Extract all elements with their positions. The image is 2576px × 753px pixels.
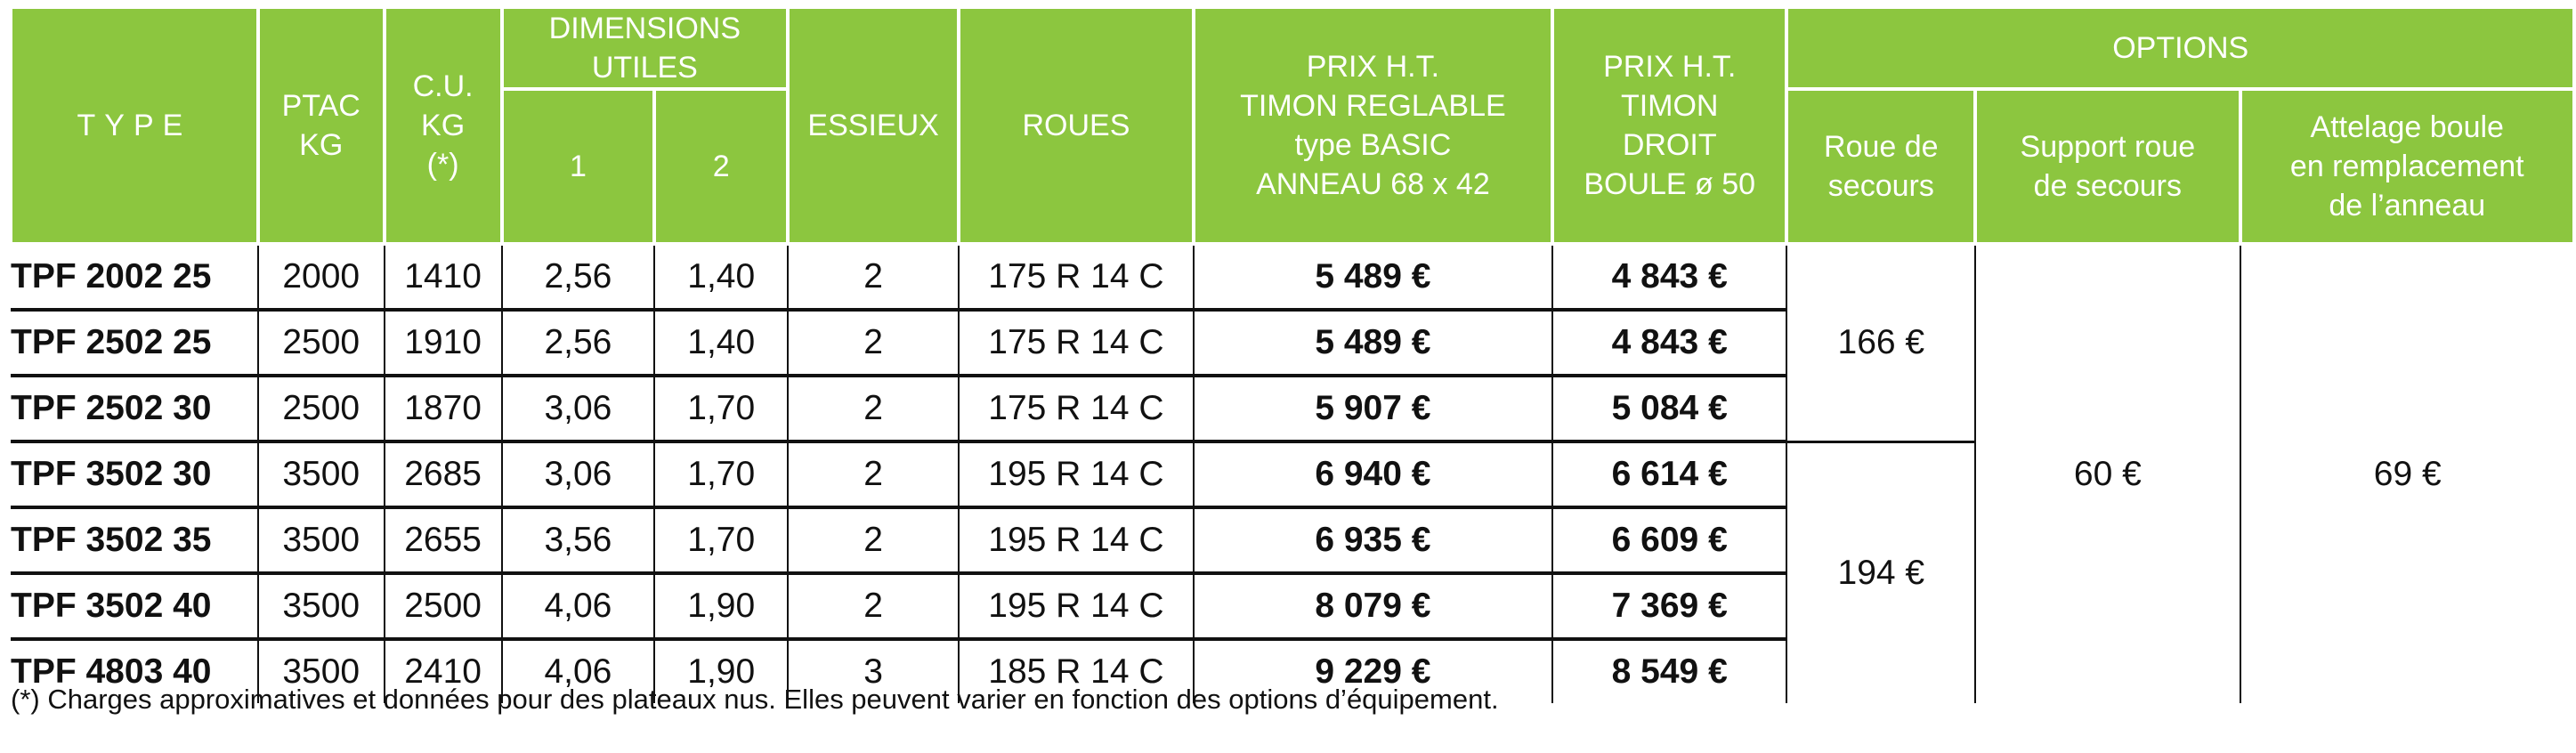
cell-roues: 175 R 14 C: [959, 376, 1194, 441]
header-dim-2: 2: [654, 89, 788, 244]
header-dim-1: 1: [502, 89, 655, 244]
cell-essieux: 2: [788, 573, 959, 639]
cell-type: TPF 3502 40: [11, 573, 258, 639]
footnote: (*) Charges approximatives et données pour des plateaux nus. Elles peuvent varier en fonction des options d’équipement.: [11, 684, 1499, 715]
cell-roues: 195 R 14 C: [959, 573, 1194, 639]
cell-essieux: 2: [788, 310, 959, 376]
cell-prix-reglable: 5 489 €: [1194, 310, 1552, 376]
cell-dim2: 1,70: [654, 376, 788, 441]
cell-prix-droit: 4 843 €: [1552, 244, 1787, 310]
cell-prix-droit: 5 084 €: [1552, 376, 1787, 441]
cell-essieux: 2: [788, 376, 959, 441]
cell-prix-reglable: 9 229 €: [1194, 639, 1552, 703]
cell-cu: 2410: [385, 639, 502, 703]
cell-prix-reglable: 5 907 €: [1194, 376, 1552, 441]
price-table-container: [9, 5, 2576, 703]
cell-type: TPF 2502 30: [11, 376, 258, 441]
cell-essieux: 2: [788, 244, 959, 310]
cell-dim1: 3,06: [502, 376, 655, 441]
cell-cu: 1910: [385, 310, 502, 376]
header-dimensions: DIMENSIONS UTILES: [502, 7, 789, 89]
cell-roues: 195 R 14 C: [959, 441, 1194, 507]
cell-cu: 2655: [385, 507, 502, 573]
cell-prix-reglable: 5 489 €: [1194, 244, 1552, 310]
cell-type: TPF 2502 25: [11, 310, 258, 376]
cell-dim1: 3,06: [502, 441, 655, 507]
price-table: [9, 5, 2576, 703]
cell-roues: 185 R 14 C: [959, 639, 1194, 703]
cell-ptac: 2000: [258, 244, 385, 310]
header-cu: C.U. KG (*): [385, 7, 502, 244]
header-ptac: PTAC KG: [258, 7, 385, 244]
cell-prix-droit: 4 843 €: [1552, 310, 1787, 376]
cell-type: TPF 4803 40: [11, 639, 258, 703]
cell-ptac: 3500: [258, 639, 385, 703]
cell-dim1: 2,56: [502, 310, 655, 376]
cell-cu: 1410: [385, 244, 502, 310]
header-roue-secours: Roue de secours: [1786, 89, 1975, 244]
cell-type: TPF 3502 35: [11, 507, 258, 573]
cell-dim2: 1,70: [654, 507, 788, 573]
header-type: TYPE: [11, 7, 258, 244]
cell-dim1: 3,56: [502, 507, 655, 573]
cell-dim1: 2,56: [502, 244, 655, 310]
cell-dim2: 1,90: [654, 639, 788, 703]
cell-prix-reglable: 6 935 €: [1194, 507, 1552, 573]
header-roues: ROUES: [959, 7, 1194, 244]
cell-prix-droit: 7 369 €: [1552, 573, 1787, 639]
cell-prix-droit: 8 549 €: [1552, 639, 1787, 703]
header-prix-reglable: PRIX H.T. TIMON REGLABLE type BASIC ANNEAU 68 x 42: [1194, 7, 1552, 244]
table-row: [11, 244, 2574, 310]
cell-ptac: 2500: [258, 310, 385, 376]
cell-prix-reglable: 8 079 €: [1194, 573, 1552, 639]
cell-attelage: 69 €: [2240, 244, 2575, 703]
cell-roues: 175 R 14 C: [959, 244, 1194, 310]
header-prix-droit: PRIX H.T. TIMON DROIT BOULE ø 50: [1552, 7, 1787, 244]
cell-cu: 1870: [385, 376, 502, 441]
header-essieux: ESSIEUX: [788, 7, 959, 244]
cell-ptac: 3500: [258, 573, 385, 639]
header-support-roue: Support roue de secours: [1975, 89, 2240, 244]
cell-ptac: 3500: [258, 507, 385, 573]
cell-dim2: 1,40: [654, 310, 788, 376]
cell-dim1: 4,06: [502, 573, 655, 639]
cell-roues: 175 R 14 C: [959, 310, 1194, 376]
cell-essieux: 3: [788, 639, 959, 703]
cell-cu: 2685: [385, 441, 502, 507]
cell-cu: 2500: [385, 573, 502, 639]
cell-dim2: 1,90: [654, 573, 788, 639]
cell-dim2: 1,70: [654, 441, 788, 507]
cell-essieux: 2: [788, 441, 959, 507]
cell-essieux: 2: [788, 507, 959, 573]
cell-roue-secours-2: 194 €: [1786, 441, 1975, 703]
cell-prix-droit: 6 614 €: [1552, 441, 1787, 507]
header-options: OPTIONS: [1786, 7, 2574, 89]
cell-prix-droit: 6 609 €: [1552, 507, 1787, 573]
cell-ptac: 2500: [258, 376, 385, 441]
header-attelage: Attelage boule en remplacement de l’anneau: [2240, 89, 2575, 244]
cell-type: TPF 2002 25: [11, 244, 258, 310]
cell-prix-reglable: 6 940 €: [1194, 441, 1552, 507]
cell-type: TPF 3502 30: [11, 441, 258, 507]
cell-roues: 195 R 14 C: [959, 507, 1194, 573]
cell-support-roue: 60 €: [1975, 244, 2240, 703]
cell-dim1: 4,06: [502, 639, 655, 703]
cell-roue-secours-1: 166 €: [1786, 244, 1975, 441]
cell-dim2: 1,40: [654, 244, 788, 310]
cell-ptac: 3500: [258, 441, 385, 507]
